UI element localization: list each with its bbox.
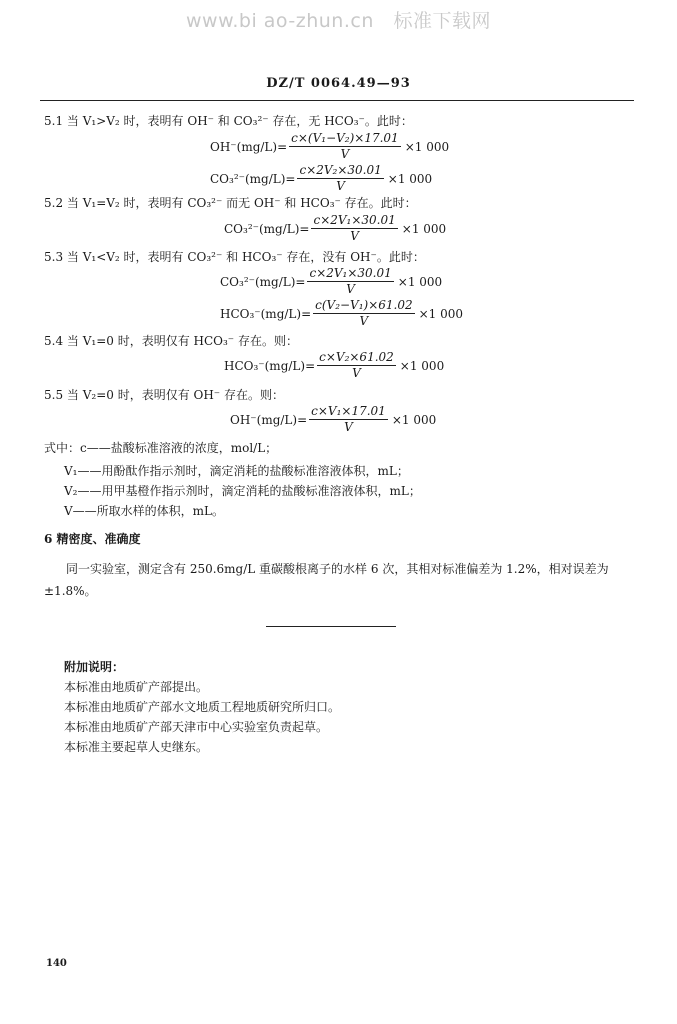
equation-co3-5-3 xyxy=(220,267,442,296)
fraction xyxy=(297,164,383,193)
definition-v1: V₁——用酚酞作指示剂时，滴定消耗的盐酸标准溶液体积，mL； xyxy=(64,464,409,478)
equation-co3-5-2 xyxy=(224,214,446,243)
note-4: 本标准主要起草人史继东。 xyxy=(64,740,209,754)
document-code: DZ/T 0064.49—93 xyxy=(266,76,411,91)
section-6-heading: 6 精密度、准确度 xyxy=(44,532,141,546)
header-rule xyxy=(40,100,634,101)
equation-co3-5-1 xyxy=(210,164,432,193)
equation-lhs: OH⁻(mg/L)= xyxy=(210,139,288,154)
fraction xyxy=(311,214,397,243)
denominator: V xyxy=(346,282,355,296)
fraction xyxy=(307,267,393,296)
note-1: 本标准由地质矿产部提出。 xyxy=(64,680,209,694)
section-6-paragraph: 同一实验室，测定含有 250.6mg/L 重碳酸根离子的水样 6 次，其相对标准偏差为 1.2%，相对误差为±1.8%。 xyxy=(44,562,609,598)
equation-hco3-5-3 xyxy=(220,299,463,328)
denominator: V xyxy=(340,147,350,161)
equation-lhs: CO₃²⁻(mg/L)= xyxy=(210,171,296,186)
denominator: V xyxy=(352,366,361,380)
equation-lhs: HCO₃⁻(mg/L)= xyxy=(220,306,312,321)
clause-5-4: 5.4 当 V₁=0 时，表明仅有 HCO₃⁻ 存在。则： xyxy=(44,334,298,348)
note-2: 本标准由地质矿产部水文地质工程地质研究所归口。 xyxy=(64,700,341,714)
denominator: V xyxy=(344,420,353,434)
fraction xyxy=(309,405,388,434)
equation-hco3-5-4 xyxy=(224,351,444,380)
multiplier: ×1 000 xyxy=(418,306,464,321)
numerator: c×2V₁×30.01 xyxy=(313,213,396,227)
clause-5-1: 5.1 当 V₁>V₂ 时，表明有 OH⁻ 和 CO₃²⁻ 存在，无 HCO₃⁻。此时： xyxy=(44,114,413,128)
numerator: c×2V₁×30.01 xyxy=(309,266,392,280)
multiplier: ×1 000 xyxy=(401,221,447,236)
numerator: c(V₂−V₁)×61.02 xyxy=(315,298,413,312)
fraction xyxy=(317,351,396,380)
definition-v2: V₂——用甲基橙作指示剂时，滴定消耗的盐酸标准溶液体积，mL； xyxy=(64,484,421,498)
denominator: V xyxy=(350,229,359,243)
clause-5-3: 5.3 当 V₁<V₂ 时，表明有 CO₃²⁻ 和 HCO₃⁻ 存在，没有 OH⁻。此时： xyxy=(44,250,425,264)
equation-lhs: OH⁻(mg/L)= xyxy=(230,412,308,427)
definition-c: 式中：c——盐酸标准溶液的浓度，mol/L； xyxy=(44,441,278,455)
numerator: c×V₁×17.01 xyxy=(311,404,386,418)
notes-title: 附加说明： xyxy=(64,660,125,674)
watermark-text: www.bi ao-zhun.cn 标准下载网 xyxy=(185,10,491,32)
definition-v: V——所取水样的体积，mL。 xyxy=(64,504,225,518)
clause-5-5: 5.5 当 V₂=0 时，表明仅有 OH⁻ 存在。则： xyxy=(44,388,284,402)
equation-lhs: CO₃²⁻(mg/L)= xyxy=(220,274,306,289)
equation-oh-5-5 xyxy=(230,405,436,434)
multiplier: ×1 000 xyxy=(387,171,433,186)
note-3: 本标准由地质矿产部天津市中心实验室负责起草。 xyxy=(64,720,329,734)
numerator: c×(V₁−V₂)×17.01 xyxy=(291,131,399,145)
multiplier: ×1 000 xyxy=(397,274,443,289)
denominator: V xyxy=(359,314,369,328)
page-number: 140 xyxy=(46,958,67,969)
numerator: c×V₂×61.02 xyxy=(319,350,394,364)
multiplier: ×1 000 xyxy=(404,139,450,154)
multiplier: ×1 000 xyxy=(399,358,445,373)
fraction xyxy=(289,132,401,161)
equation-lhs: CO₃²⁻(mg/L)= xyxy=(224,221,310,236)
multiplier: ×1 000 xyxy=(391,412,437,427)
numerator: c×2V₂×30.01 xyxy=(299,163,382,177)
equation-oh-5-1 xyxy=(210,132,449,161)
clause-5-2: 5.2 当 V₁=V₂ 时，表明有 CO₃²⁻ 而无 OH⁻ 和 HCO₃⁻ 存在。此时： xyxy=(44,196,417,210)
end-rule xyxy=(266,626,396,627)
equation-lhs: HCO₃⁻(mg/L)= xyxy=(224,358,316,373)
denominator: V xyxy=(336,179,345,193)
fraction xyxy=(313,299,415,328)
